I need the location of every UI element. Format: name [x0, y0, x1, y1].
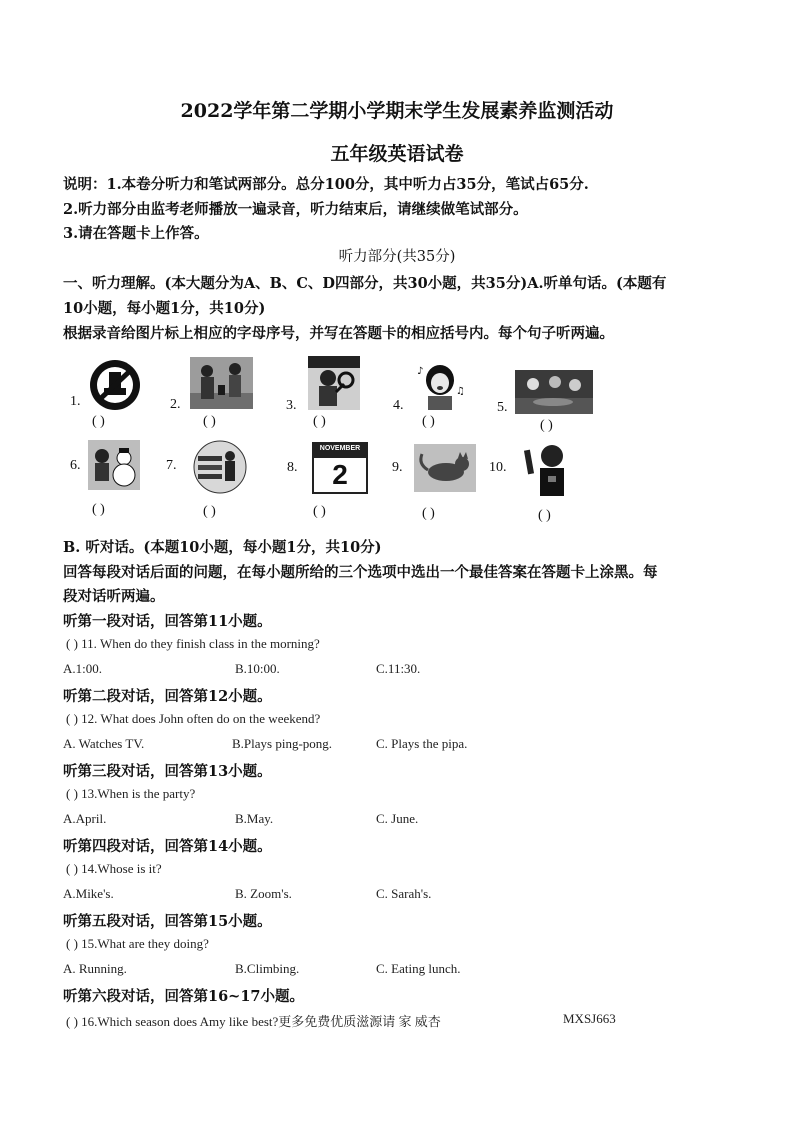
item-8-blank[interactable]: ( ) [313, 504, 326, 519]
question-14: ( ) 14.Whose is it? [66, 861, 162, 876]
item-2-number: 2. [170, 397, 181, 412]
boy-waving-icon [520, 440, 578, 496]
question-16: ( ) 16.Which season does Amy like best?更多免费优质滋源请 家 威杏 [66, 1014, 441, 1029]
dialogue-2-heading: 听第二段对话，回答第12小题。 [63, 688, 272, 705]
option-13-c[interactable]: C. June. [376, 811, 419, 826]
option-15-c[interactable]: C. Eating lunch. [376, 961, 461, 976]
dialogue-4-heading: 听第四段对话，回答第14小题。 [63, 838, 272, 855]
option-15-a[interactable]: A. Running. [63, 961, 127, 976]
part-b-title: B. 听对话。(本题10小题，每小题1分，共10分) [63, 539, 382, 556]
option-14-c[interactable]: C. Sarah's. [376, 886, 432, 901]
snowman-icon [88, 440, 140, 490]
option-15-b[interactable]: B.Climbing. [235, 961, 300, 976]
item-5-number: 5. [497, 400, 508, 415]
dialogue-3-heading: 听第三段对话，回答第13小题。 [63, 763, 272, 780]
question-12: ( ) 12. What does John often do on the weekend? [66, 711, 321, 726]
item-6-number: 6. [70, 458, 81, 473]
item-7-blank[interactable]: ( ) [203, 504, 216, 519]
item-1-blank[interactable]: ( ) [92, 414, 105, 429]
item-1-number: 1. [70, 394, 81, 409]
option-11-a[interactable]: A.1:00. [63, 661, 102, 676]
watermark-code: MXSJ663 [563, 1011, 616, 1026]
svg-text:♪: ♪ [417, 366, 424, 377]
item-6-blank[interactable]: ( ) [92, 502, 105, 517]
calendar-month: NOVEMBER [319, 445, 361, 452]
item-2-blank[interactable]: ( ) [203, 414, 216, 429]
instruction-a: 根据录音给图片标上相应的字母序号，并写在答题卡的相应括号内。每个句子听两遍。 [63, 325, 614, 342]
dialogue-5-heading: 听第五段对话，回答第15小题。 [63, 913, 272, 930]
item-7-number: 7. [166, 458, 177, 473]
note-line-1: 说明：1.本卷分听力和笔试两部分。总分100分，其中听力占35分，笔试占65分. [63, 176, 589, 193]
option-11-b[interactable]: B.10:00. [235, 661, 280, 676]
svg-text:♫: ♫ [456, 386, 465, 397]
item-3-number: 3. [286, 398, 297, 413]
shopping-icon [192, 440, 248, 494]
option-14-a[interactable]: A.Mike's. [63, 886, 114, 901]
dialogue-6-heading: 听第六段对话，回答第16~17小题。 [63, 988, 305, 1005]
item-5-blank[interactable]: ( ) [540, 418, 553, 433]
note-line-3: 3.请在答题卡上作答。 [63, 225, 209, 242]
cat-icon [414, 444, 476, 492]
calendar-icon [312, 442, 368, 494]
option-13-a[interactable]: A.April. [63, 811, 107, 826]
question-11: ( ) 11. When do they finish class in the morning? [66, 636, 320, 651]
item-8-number: 8. [287, 460, 298, 475]
option-12-a[interactable]: A. Watches TV. [63, 736, 145, 751]
dialogue-1-heading: 听第一段对话，回答第11小题。 [63, 613, 272, 630]
option-14-b[interactable]: B. Zoom's. [235, 886, 292, 901]
people-dining-icon [515, 370, 593, 414]
option-12-c[interactable]: C. Plays the pipa. [376, 736, 468, 751]
instruction-b-line-1: 回答每段对话后面的问题，在每小题所给的三个选项中选出一个最佳答案在答题卡上涂黑。每 [63, 564, 658, 581]
note-line-2: 2.听力部分由监考老师播放一遍录音，听力结束后，请继续做笔试部分。 [63, 201, 528, 218]
girl-singing-icon [414, 360, 466, 410]
page-subtitle: 五年级英语试卷 [330, 143, 464, 165]
item-10-blank[interactable]: ( ) [538, 508, 551, 523]
option-11-c[interactable]: C.11:30. [376, 661, 421, 676]
question-13: ( ) 13.When is the party? [66, 786, 196, 801]
item-10-number: 10. [489, 460, 507, 475]
no-photo-sign-icon [88, 358, 142, 412]
page-title: 2022学年第二学期小学期末学生发展素养监测活动 [180, 100, 614, 122]
item-9-blank[interactable]: ( ) [422, 506, 435, 521]
section-1-line-2: 10小题，每小题1分，共10分) [63, 300, 266, 317]
section-1-line-1: 一、听力理解。(本大题分为A、B、C、D四部分，共30小题，共35分)A.听单句话。(本题有 [63, 275, 667, 292]
calendar-day: 2 [332, 459, 348, 490]
item-4-number: 4. [393, 398, 404, 413]
item-3-blank[interactable]: ( ) [313, 414, 326, 429]
people-talking-icon [190, 357, 253, 409]
question-15: ( ) 15.What are they doing? [66, 936, 209, 951]
option-13-b[interactable]: B.May. [235, 811, 274, 826]
instruction-b-line-2: 段对话听两遍。 [63, 588, 165, 605]
girl-playing-icon [308, 356, 360, 410]
item-4-blank[interactable]: ( ) [422, 414, 435, 429]
item-9-number: 9. [392, 460, 403, 475]
option-12-b[interactable]: B.Plays ping-pong. [232, 736, 333, 751]
listening-heading: 听力部分(共35分) [338, 249, 456, 265]
